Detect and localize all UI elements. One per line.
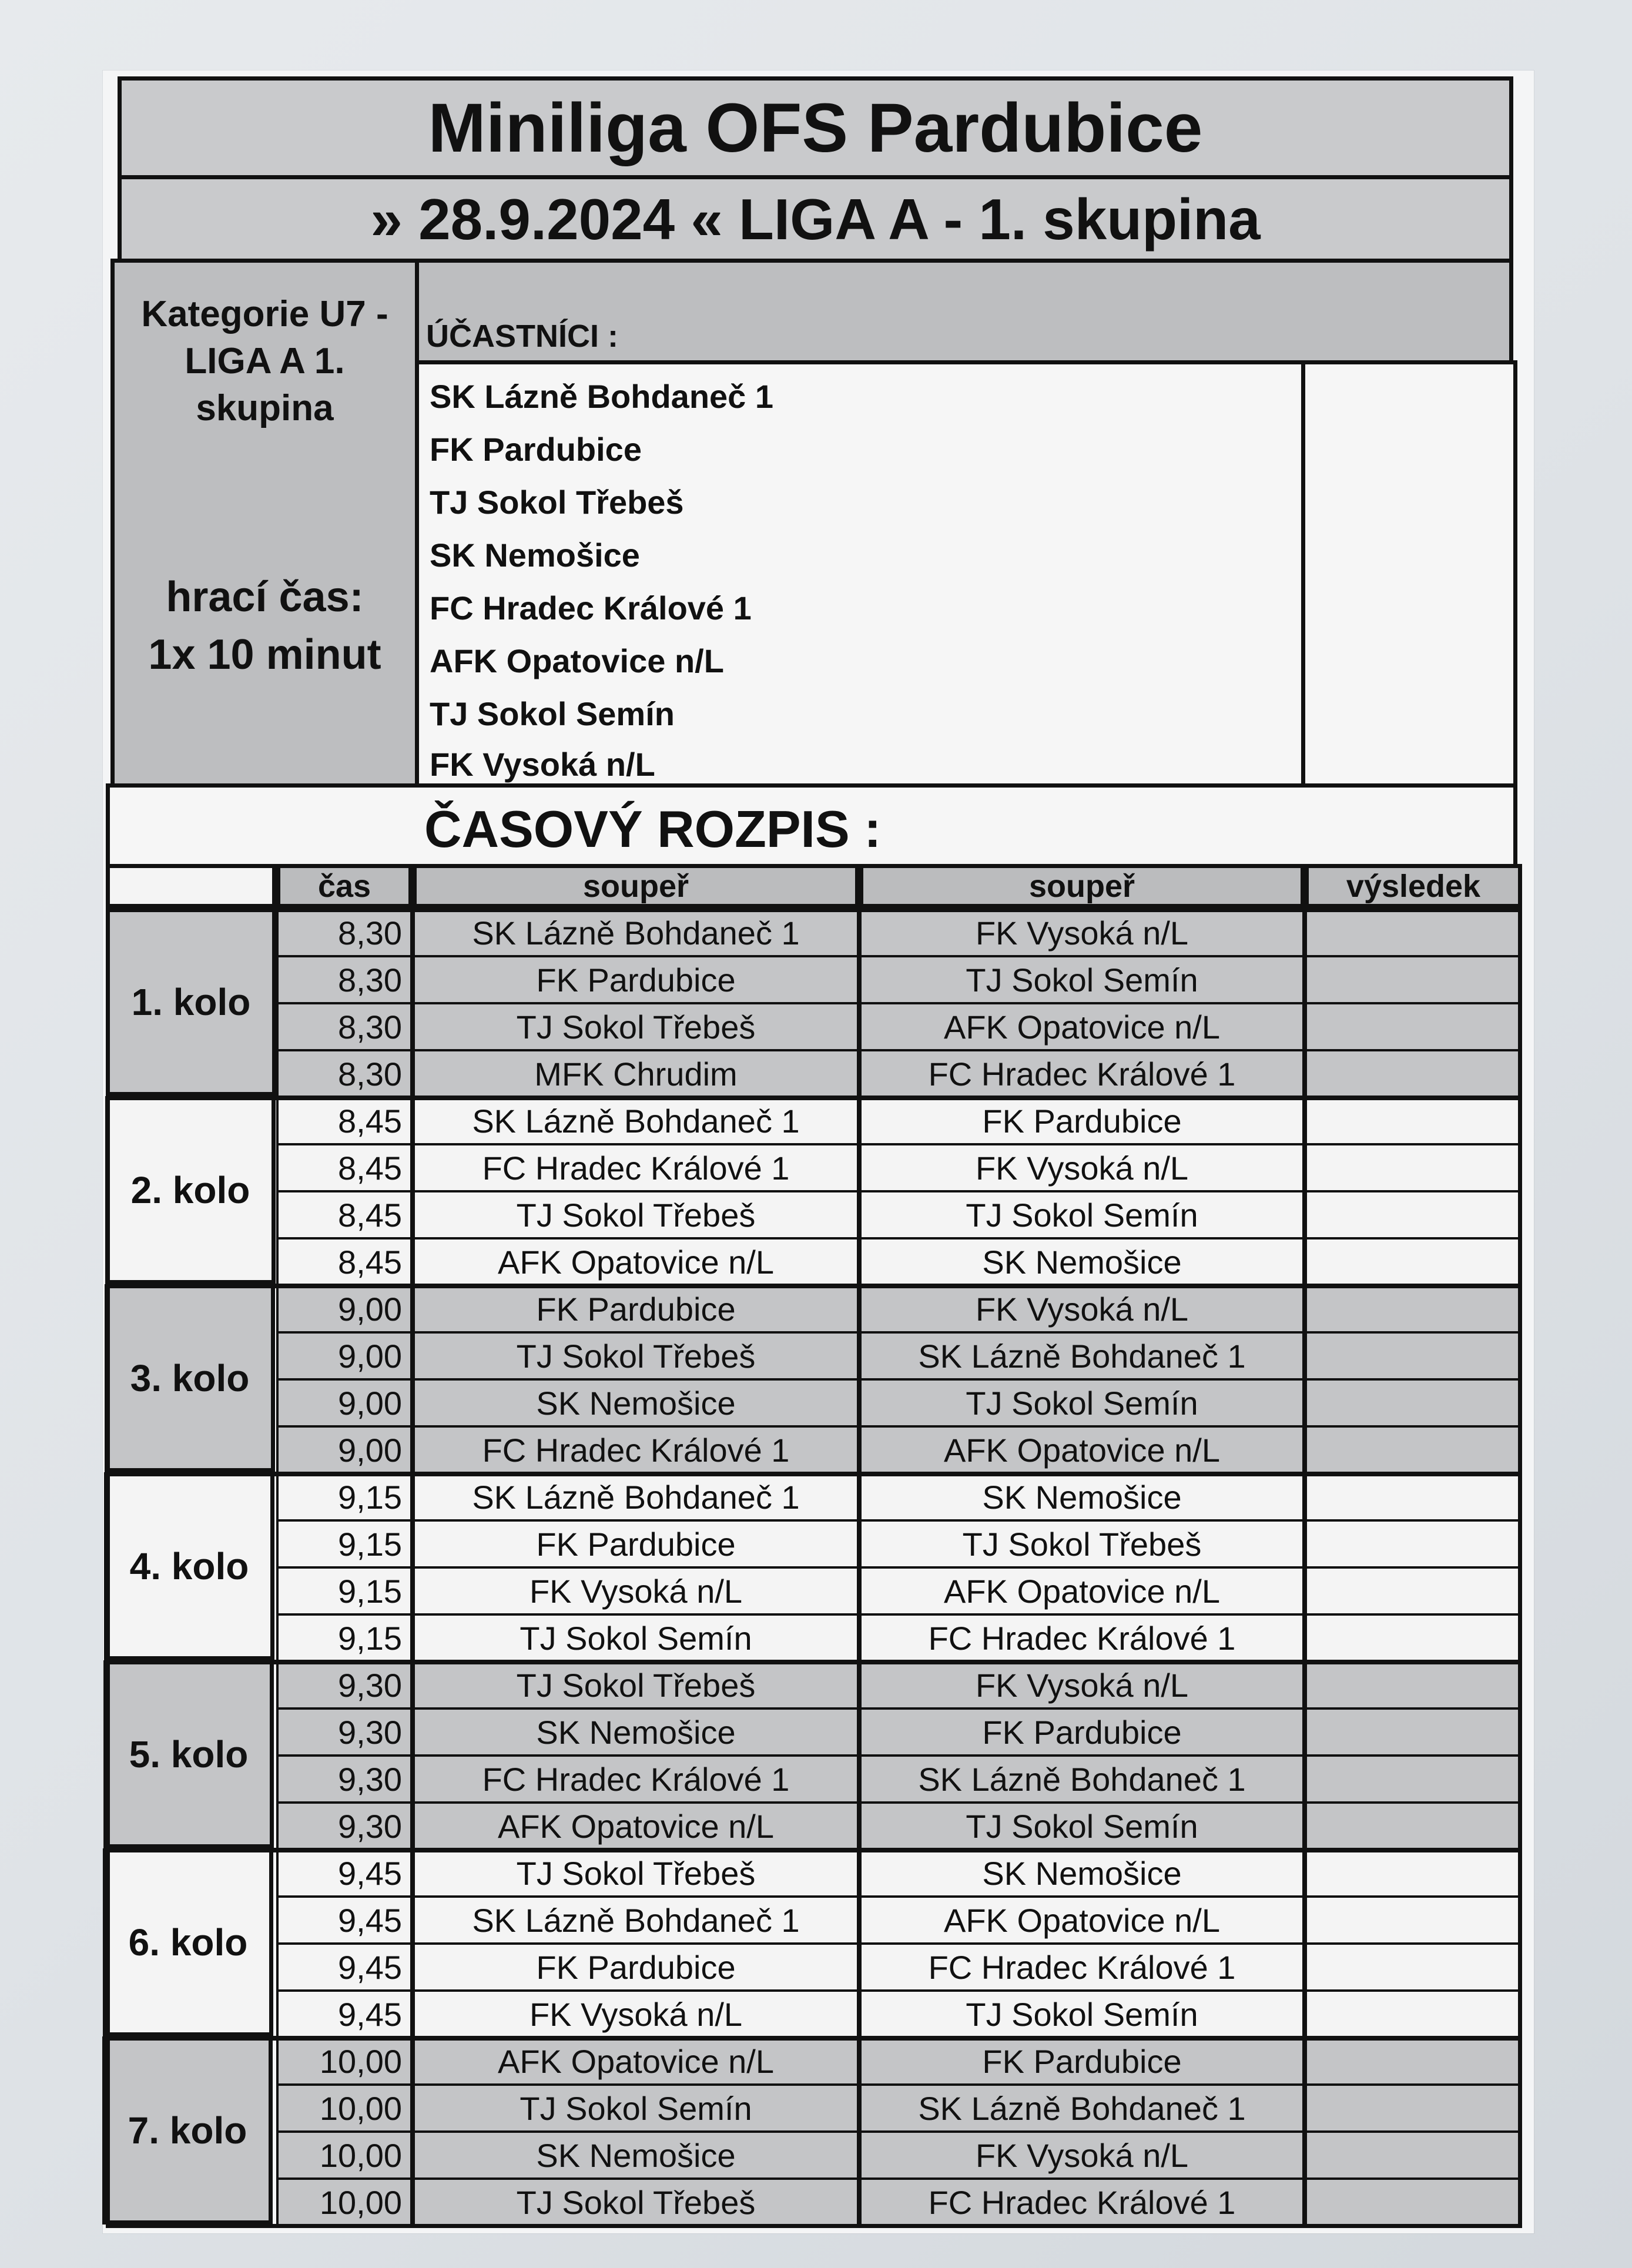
participants-header (415, 259, 1513, 364)
match-time: 10,00 (276, 2130, 413, 2180)
play-time-label: hrací čas: (166, 574, 364, 621)
participant-item: FK Pardubice (430, 431, 642, 468)
match-away-team: TJ Sokol Semín (859, 955, 1305, 1004)
match-time: 9,00 (276, 1425, 413, 1475)
match-time: 8,45 (276, 1143, 413, 1192)
match-time: 8,30 (276, 1049, 413, 1098)
match-time: 8,45 (276, 1190, 413, 1239)
match-time: 10,00 (276, 2036, 413, 2086)
match-home-team: TJ Sokol Třebeš (413, 1660, 859, 1710)
page-title (118, 76, 1513, 179)
match-away-team: SK Lázně Bohdaneč 1 (859, 1331, 1305, 1381)
match-away-team: FC Hradec Králové 1 (859, 1613, 1305, 1663)
participant-item: SK Nemošice (430, 537, 640, 574)
match-away-team: FK Pardubice (859, 1707, 1305, 1757)
title-text: Miniliga OFS Pardubice (428, 89, 1203, 167)
match-away-team: SK Nemošice (859, 1237, 1305, 1287)
round-label: 2. kolo (105, 1096, 276, 1284)
match-away-team: AFK Opatovice n/L (859, 1566, 1305, 1616)
match-away-team: FK Vysoká n/L (859, 2130, 1305, 2180)
match-home-team: AFK Opatovice n/L (413, 1801, 859, 1851)
header-home: soupeř (413, 864, 859, 908)
match-away-team: FC Hradec Králové 1 (859, 2177, 1305, 2227)
match-home-team: TJ Sokol Třebeš (413, 1848, 859, 1898)
match-home-team: FK Pardubice (413, 1942, 859, 1992)
match-home-team: AFK Opatovice n/L (413, 1237, 859, 1287)
match-home-team: SK Lázně Bohdaneč 1 (413, 908, 859, 957)
header-away: soupeř (859, 864, 1305, 908)
match-away-team: AFK Opatovice n/L (859, 1895, 1305, 1945)
schedule-title-bar (106, 783, 1517, 869)
round-label: 6. kolo (103, 1848, 273, 2036)
participant-item: TJ Sokol Semín (430, 695, 675, 732)
play-time-value: 1x 10 minut (148, 631, 381, 678)
round-label: 5. kolo (103, 1660, 274, 1848)
match-time: 9,30 (276, 1801, 413, 1851)
match-time: 10,00 (276, 2083, 413, 2133)
match-time: 9,45 (276, 1989, 413, 2039)
match-away-team: FK Pardubice (859, 2036, 1305, 2086)
schedule-title: ČASOVÝ ROZPIS : (424, 800, 882, 858)
match-away-team: FK Vysoká n/L (859, 908, 1305, 957)
category-block (115, 291, 415, 432)
match-home-team: TJ Sokol Třebeš (413, 1331, 859, 1381)
match-away-team: SK Nemošice (859, 1472, 1305, 1522)
match-time: 8,30 (276, 1002, 413, 1051)
match-home-team: FC Hradec Králové 1 (413, 1143, 859, 1192)
participant-item: FK Vysoká n/L (430, 746, 655, 783)
match-time: 9,30 (276, 1707, 413, 1757)
match-home-team: FC Hradec Králové 1 (413, 1425, 859, 1475)
match-away-team: FK Pardubice (859, 1096, 1305, 1145)
category-info-panel (110, 259, 419, 788)
category-line-1: Kategorie U7 - (141, 294, 388, 334)
match-time: 9,30 (276, 1754, 413, 1804)
match-home-team: TJ Sokol Semín (413, 1613, 859, 1663)
match-time: 8,45 (276, 1237, 413, 1287)
match-time: 9,45 (276, 1895, 413, 1945)
match-away-team: TJ Sokol Semín (859, 1989, 1305, 2039)
participant-item: SK Lázně Bohdaneč 1 (430, 378, 774, 415)
match-time: 8,45 (276, 1096, 413, 1145)
match-home-team: SK Nemošice (413, 1707, 859, 1757)
participant-item: AFK Opatovice n/L (430, 642, 724, 679)
header-result: výsledek (1305, 864, 1522, 908)
match-home-team: FK Pardubice (413, 955, 859, 1004)
match-away-team: AFK Opatovice n/L (859, 1002, 1305, 1051)
play-time-block (115, 568, 415, 684)
match-away-team: SK Lázně Bohdaneč 1 (859, 1754, 1305, 1804)
participant-item: FC Hradec Králové 1 (430, 589, 752, 627)
match-away-team: SK Nemošice (859, 1848, 1305, 1898)
match-away-team: FC Hradec Králové 1 (859, 1049, 1305, 1098)
match-home-team: SK Lázně Bohdaneč 1 (413, 1895, 859, 1945)
match-away-team: FK Vysoká n/L (859, 1284, 1305, 1334)
match-time: 9,45 (276, 1942, 413, 1992)
participants-notes-column (1301, 360, 1517, 788)
round-label: 4. kolo (104, 1472, 274, 1660)
match-home-team: AFK Opatovice n/L (413, 2036, 859, 2086)
match-home-team: SK Lázně Bohdaneč 1 (413, 1096, 859, 1145)
match-away-team: TJ Sokol Semín (859, 1801, 1305, 1851)
header-time: čas (276, 864, 413, 908)
match-away-team: TJ Sokol Semín (859, 1190, 1305, 1239)
match-time: 9,00 (276, 1284, 413, 1334)
match-home-team: MFK Chrudim (413, 1049, 859, 1098)
subtitle-text: » 28.9.2024 « LIGA A - 1. skupina (370, 186, 1261, 252)
match-home-team: SK Lázně Bohdaneč 1 (413, 1472, 859, 1522)
match-time: 9,15 (276, 1566, 413, 1616)
match-home-team: SK Nemošice (413, 2130, 859, 2180)
match-time: 8,30 (276, 908, 413, 957)
page-subtitle (118, 175, 1513, 263)
match-time: 10,00 (276, 2177, 413, 2227)
match-home-team: TJ Sokol Třebeš (413, 1190, 859, 1239)
match-home-team: SK Nemošice (413, 1378, 859, 1428)
match-time: 9,00 (276, 1378, 413, 1428)
match-away-team: TJ Sokol Semín (859, 1378, 1305, 1428)
round-label: 1. kolo (106, 908, 276, 1096)
match-home-team: FK Pardubice (413, 1284, 859, 1334)
match-away-team: FC Hradec Králové 1 (859, 1942, 1305, 1992)
match-home-team: FK Vysoká n/L (413, 1989, 859, 2039)
match-away-team: FK Vysoká n/L (859, 1143, 1305, 1192)
match-home-team: TJ Sokol Semín (413, 2083, 859, 2133)
match-home-team: FK Vysoká n/L (413, 1566, 859, 1616)
match-time: 9,15 (276, 1519, 413, 1569)
category-line-2: LIGA A 1. (185, 341, 345, 381)
match-time: 9,45 (276, 1848, 413, 1898)
match-away-team: TJ Sokol Třebeš (859, 1519, 1305, 1569)
match-home-team: FC Hradec Králové 1 (413, 1754, 859, 1804)
match-home-team: TJ Sokol Třebeš (413, 2177, 859, 2227)
match-time: 9,00 (276, 1331, 413, 1381)
match-time: 8,30 (276, 955, 413, 1004)
round-label: 7. kolo (102, 2036, 273, 2225)
match-away-team: SK Lázně Bohdaneč 1 (859, 2083, 1305, 2133)
match-time: 9,15 (276, 1472, 413, 1522)
category-line-3: skupina (196, 388, 334, 428)
round-label: 3. kolo (105, 1284, 275, 1472)
match-away-team: FK Vysoká n/L (859, 1660, 1305, 1710)
match-home-team: FK Pardubice (413, 1519, 859, 1569)
participant-item: TJ Sokol Třebeš (430, 484, 684, 521)
match-home-team: TJ Sokol Třebeš (413, 1002, 859, 1051)
participants-list (415, 360, 1305, 788)
match-time: 9,15 (276, 1613, 413, 1663)
match-time: 9,30 (276, 1660, 413, 1710)
participants-label: ÚČASTNÍCI : (426, 319, 618, 354)
match-away-team: AFK Opatovice n/L (859, 1425, 1305, 1475)
